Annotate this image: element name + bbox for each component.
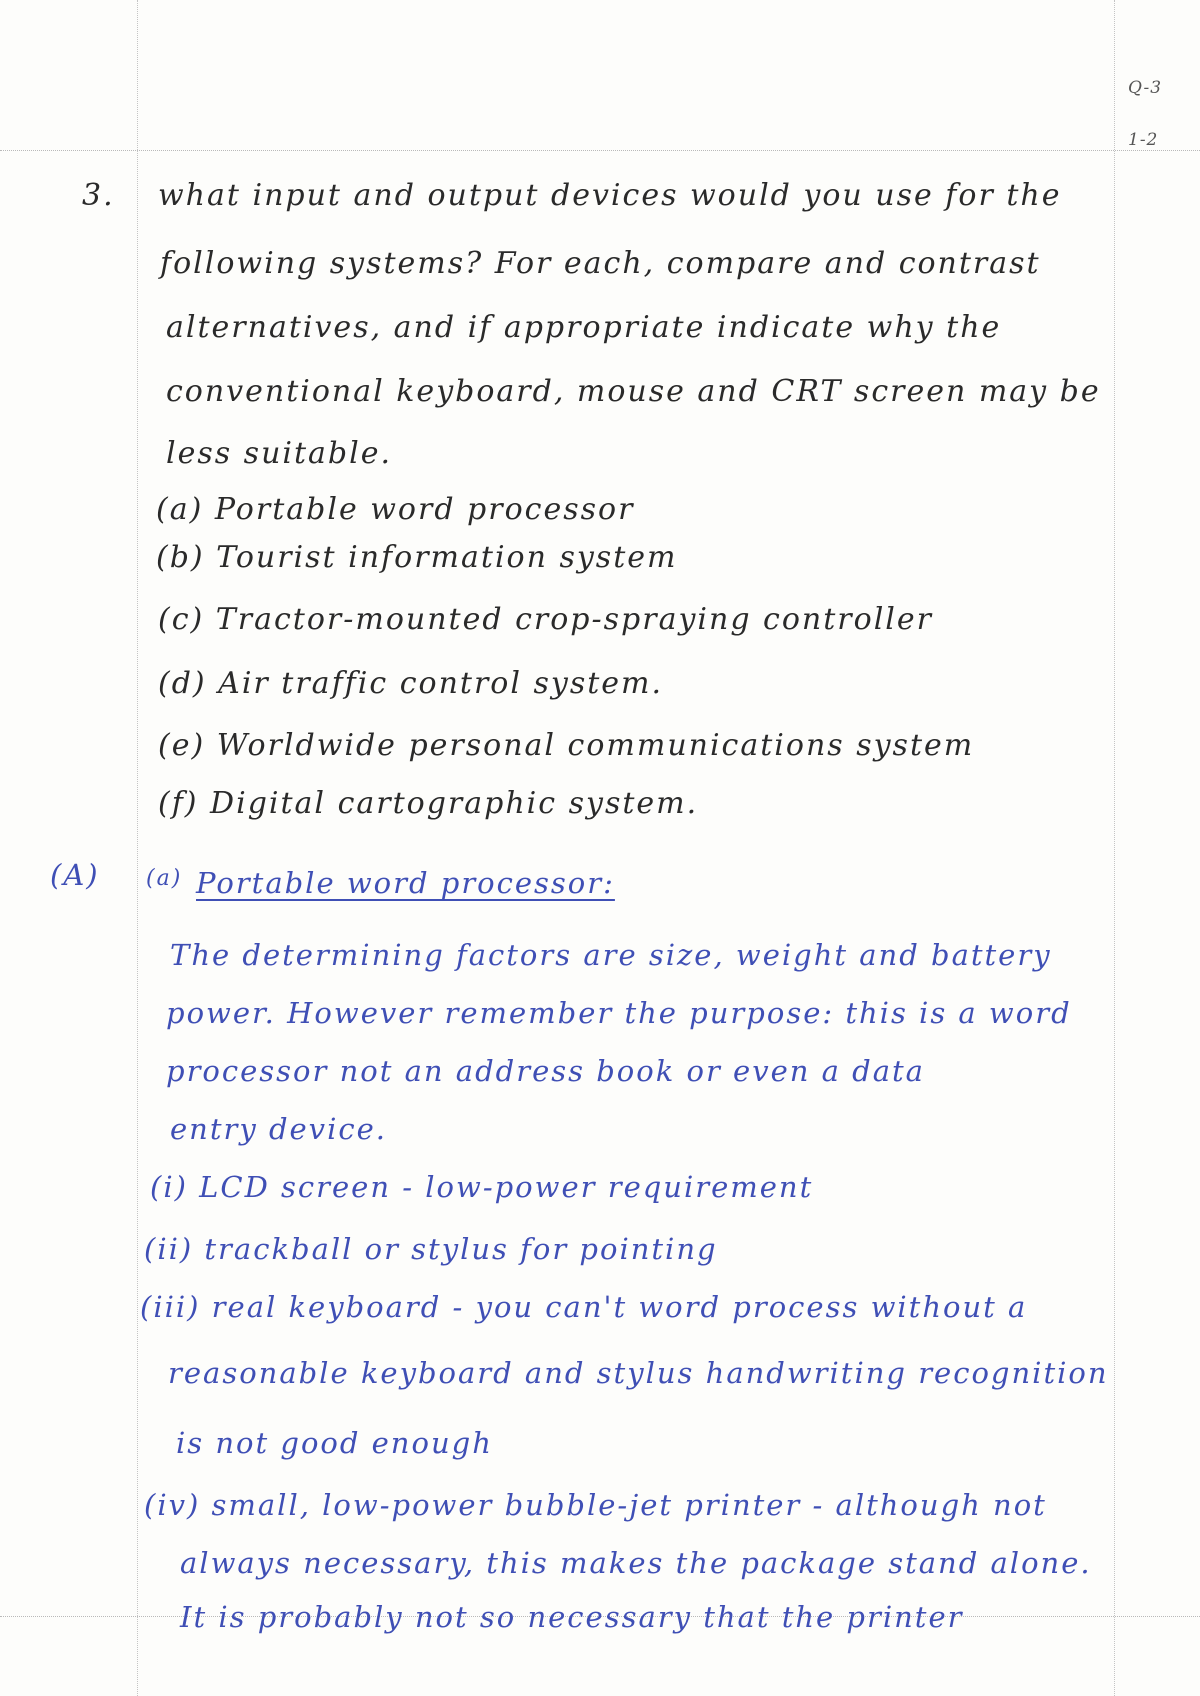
answer-line: power. However remember the purpose: this is a word xyxy=(166,996,1072,1030)
top-ruled-line xyxy=(0,150,1200,151)
answer-line: reasonable keyboard and stylus handwriting recognition xyxy=(168,1356,1109,1390)
right-margin-line xyxy=(1114,0,1115,1696)
answer-marker: (A) xyxy=(50,858,100,892)
answer-line: processor not an address book or even a data xyxy=(166,1054,925,1088)
answer-line: (i) LCD screen - low-power requirement xyxy=(150,1170,814,1204)
option-c: (c) Tractor-mounted crop-spraying controller xyxy=(158,602,933,637)
question-line: following systems? For each, compare and contrast xyxy=(160,246,1041,281)
answer-line: The determining factors are size, weight and battery xyxy=(170,938,1052,972)
answer-line: It is probably not so necessary that the printer xyxy=(180,1600,964,1634)
question-number: 3. xyxy=(82,178,115,213)
answer-line: is not good enough xyxy=(176,1426,493,1460)
question-line: alternatives, and if appropriate indicate why the xyxy=(166,310,1002,345)
corner-note-top: Q-3 xyxy=(1128,78,1163,98)
option-a: (a) Portable word processor xyxy=(156,492,635,527)
question-line: conventional keyboard, mouse and CRT screen may be xyxy=(166,374,1101,409)
answer-line: always necessary, this makes the package stand alone. xyxy=(180,1546,1092,1580)
option-b: (b) Tourist information system xyxy=(156,540,678,575)
answer-line: (iv) small, low-power bubble-jet printer - although not xyxy=(144,1488,1047,1522)
answer-heading-prefix: (a) xyxy=(146,866,183,891)
corner-note-bottom: 1-2 xyxy=(1128,130,1159,150)
option-d: (d) Air traffic control system. xyxy=(158,666,664,701)
option-e: (e) Worldwide personal communications system xyxy=(158,728,975,763)
answer-line: (iii) real keyboard - you can't word process without a xyxy=(140,1290,1028,1324)
answer-line: entry device. xyxy=(170,1112,387,1146)
question-line: less suitable. xyxy=(166,436,393,471)
option-f: (f) Digital cartographic system. xyxy=(158,786,699,821)
answer-line: (ii) trackball or stylus for pointing xyxy=(144,1232,718,1266)
answer-heading: Portable word processor: xyxy=(196,866,615,900)
left-margin-line xyxy=(137,0,138,1696)
question-line: what input and output devices would you use for the xyxy=(158,178,1062,213)
